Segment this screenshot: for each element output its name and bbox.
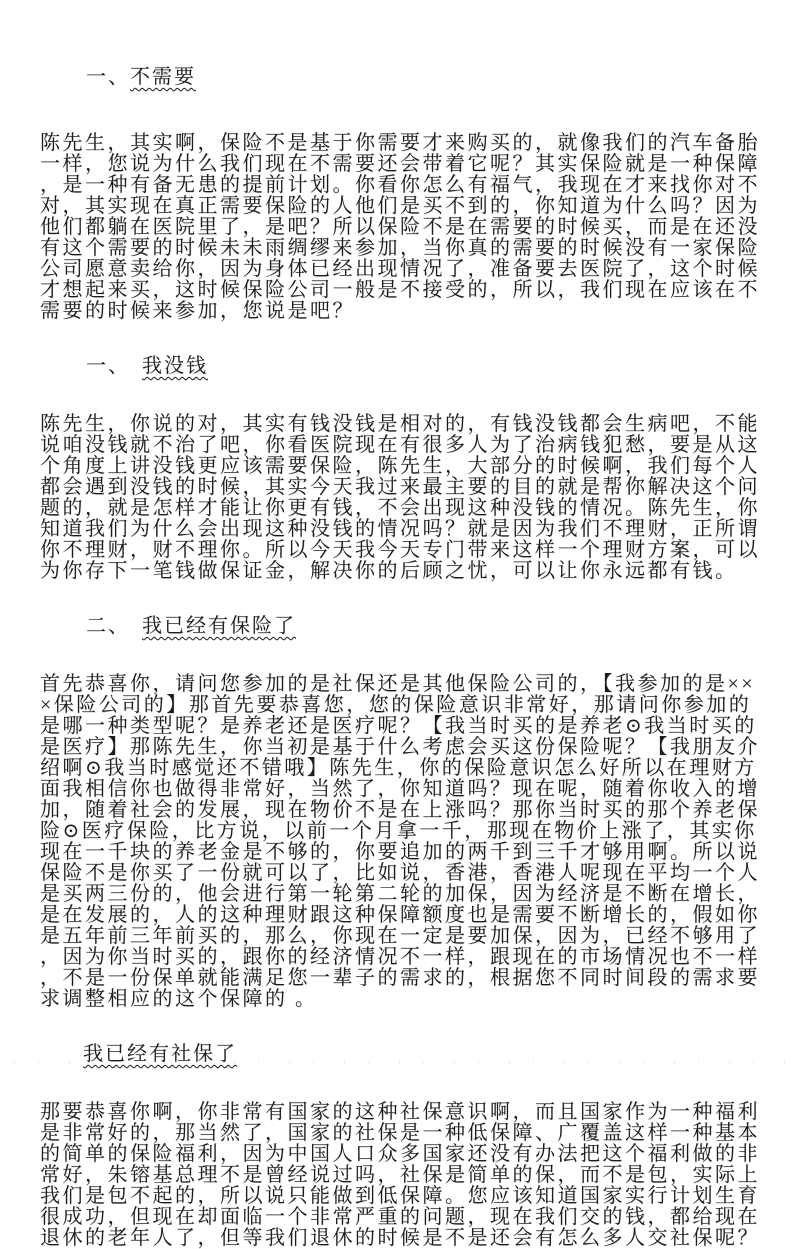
heading-title: 我已经有保险了 <box>142 615 296 637</box>
section-objection-already-insured <box>40 595 762 1010</box>
section-heading <box>44 46 762 109</box>
heading-title: 我已经有社保了 <box>83 1043 237 1065</box>
heading-number: 一、 <box>86 66 130 88</box>
section-heading <box>41 1023 762 1086</box>
heading-title: 我没钱 <box>142 355 208 377</box>
heading-number: 二、 <box>86 615 142 637</box>
section-paragraph: 陈先生，你说的对，其实有钱没钱是相对的，有钱没钱都会生病吧，不能说咱没钱就不治了吧，你看医院现在有很多人为了治病钱犯愁，要是从这个角度上讲没钱更应该需要保险，陈先生，大部分的时候啊，我们每个人都会遇到没钱的时候，其实今天我过来最主要的目的就是帮你解决这个问题的，就是怎样才能让你更有钱，不会出现这种没钱的情况。陈先生，你知道我们为什么会出现这种没钱的情况吗？就是因为我们不理财，正所谓你不理财，财不理你。所以今天我今天专门带来这样一个理财方案，可以为你存下一笔钱做保证金，解决你的后顾之忧，可以让你永远都有钱。 <box>40 413 760 582</box>
section-paragraph: 首先恭喜你，请问您参加的是社保还是其他保险公司的，【我参加的是×××保险公司的】那首先要恭喜您，您的保险意识非常好，那请问你参加的是哪一种类型呢？是养老还是医疗呢？【我当时买的是养老⊙我当时买的是医疗】那陈先生，你当初是基于什么考虑会买这份保险呢？【我朋友介绍啊⊙我当时感觉还不错哦】陈先生，你的保险意识怎么好所以在理财方面我相信你也做得非常好，当然了，你知道吗？现在呢，随着你收入的增加，随着社会的发展，现在物价不是在上涨吗？那你当时买的那个养老保险⊙医疗保险，比方说，以前一个月拿一千，那现在物价上涨了，其实你现在一千块的养老金是不够的，你要追加的两千到三千才够用啊。所以说保险不是你买了一份就可以了，比如说，香港，香港人呢现在平均一个人是买两三份的，他会进行第一轮第二轮的加保，因为经济是不断在增长，是在发展的，人的这种理财跟这种保障额度也是需要不断增长的，假如你是五年前三年前买的，那么，你现在一定是要加保，因为，已经不够用了，因为你当时买的，跟你的经济情况不一样，跟现在的市场情况也不一样，不是一份保单就能满足您一辈子的需求的，根据您不同时间段的需求要求调整相应的这个保障的 。 <box>40 673 760 1010</box>
section-heading <box>44 335 762 398</box>
heading-number: 一、 <box>86 355 142 377</box>
section-objection-no-money <box>40 335 762 582</box>
section-paragraph: 那要恭喜你啊，你非常有国家的这种社保意识啊，而且国家作为一种福利是非常好的，那当然了，国家的社保是一种低保障、广覆盖这样一种基本的简单的保险福利，因为中国人口众多国家还没有办法把这个福利做的非常好，朱镕基总理不是曾经说过吗，社保是简单的保，而不是包，实际上我们是包不起的，所以说只能做到低保障。您应该知道国家实行计划生育很成功，但现在却面临一个非常严重的问题，现在我们交的钱，都给现在退休的老年人了，但等我们退休的时候是不是还会有怎么多人交社保呢？ <box>40 1101 760 1249</box>
scan-noise-artifact <box>0 1060 800 1064</box>
section-objection-have-social-insurance <box>40 1023 762 1249</box>
section-objection-no-need <box>40 46 762 322</box>
section-paragraph: 陈先生，其实啊，保险不是基于你需要才来购买的，就像我们的汽车备胎一样，您说为什么我们现在不需要还会带着它呢？其实保险就是一种保障，是一种有备无患的提前计划。你看你怎么有福气，我现在才来找你对不对，其实现在真正需要保险的人他们是买不到的，你知道为什么吗？因为他们都躺在医院里了，是吧？所以保险不是在需要的时候买，而是在还没有这个需要的时候未未雨绸缪来参加，当你真的需要的时候没有一家保险公司愿意卖给你，因为身体已经出现情况了，准备要去医院了，这个时候才想起来买，这时候保险公司一般是不接受的，所以，我们现在应该在不需要的时候来参加，您说是吧？ <box>40 132 760 322</box>
section-heading <box>44 595 762 658</box>
heading-title: 不需要 <box>130 66 196 88</box>
